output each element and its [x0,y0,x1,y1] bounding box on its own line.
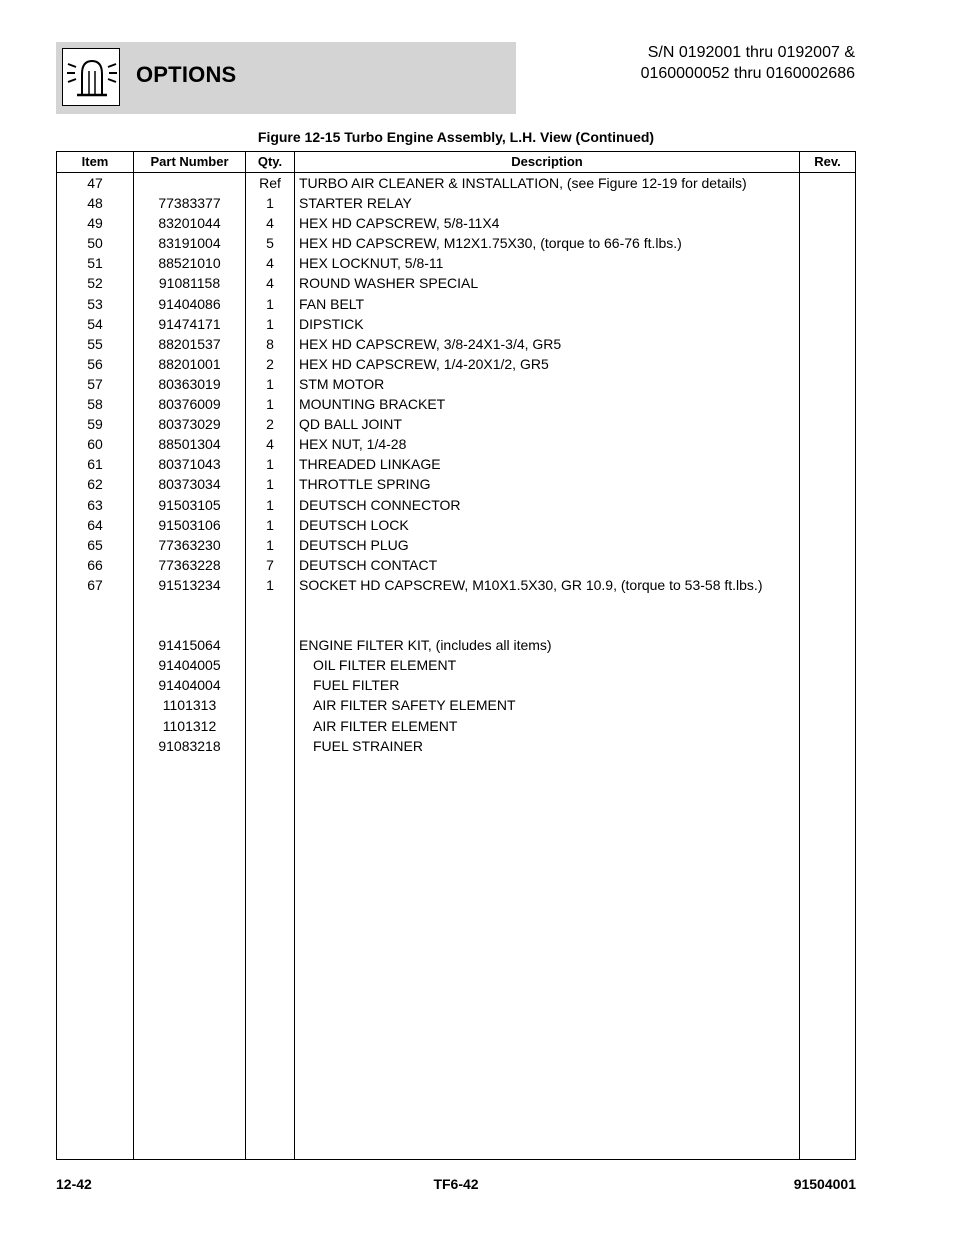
row-item-number: 54 [87,315,103,332]
row-part-number: 91503105 [158,496,221,513]
row-item-number: 50 [87,235,103,252]
table-row [57,434,855,454]
row-quantity: 4 [266,215,274,232]
row-description: THROTTLE SPRING [299,476,431,493]
row-item-number: 64 [87,516,103,533]
row-item-number: 60 [87,436,103,453]
table-row [57,555,855,575]
row-part-number: 1101313 [162,697,217,714]
row-part-number: 91415064 [158,637,221,654]
table-body [57,173,855,756]
serial-number-range [641,42,855,84]
column-header-part-number: Part Number [150,154,229,169]
row-item-number: 57 [87,375,103,392]
row-description: DEUTSCH LOCK [299,516,409,533]
row-part-number: 91083218 [158,737,221,754]
table-row [57,575,855,595]
row-description: TURBO AIR CLEANER & INSTALLATION, (see Figure 12-19 for details) [299,175,747,191]
table-row [57,193,855,213]
row-item-number: 49 [87,215,103,232]
row-quantity: 2 [266,355,274,372]
row-part-number: 91503106 [158,516,221,533]
row-part-number: 80373029 [158,416,221,433]
row-description: ENGINE FILTER KIT, (includes all items) [299,637,552,654]
table-row [57,535,855,555]
row-description: HEX LOCKNUT, 5/8-11 [299,255,444,272]
table-row [57,515,855,535]
row-quantity: 1 [266,576,274,593]
row-quantity: 7 [266,556,274,573]
row-description: DEUTSCH CONNECTOR [299,496,461,513]
row-part-number: 77363228 [158,556,221,573]
row-part-number: 77363230 [158,536,221,553]
table-row [57,233,855,253]
row-quantity: 4 [266,275,274,292]
row-quantity: 5 [266,235,274,252]
row-quantity: Ref [259,175,281,191]
row-part-number: 91081158 [158,275,221,292]
table-row [57,173,855,193]
row-part-number: 80363019 [158,375,221,392]
table-row [57,454,855,474]
table-row [57,495,855,515]
row-quantity: 2 [266,416,274,433]
table-row [57,635,855,655]
row-description: ROUND WASHER SPECIAL [299,275,479,292]
row-quantity: 1 [266,396,274,413]
row-description: SOCKET HD CAPSCREW, M10X1.5X30, GR 10.9, (torque to 53-58 ft.lbs.) [299,576,763,593]
table-row [57,213,855,233]
row-item-number: 48 [87,195,103,212]
column-header-item: Item [81,154,109,169]
row-quantity: 1 [266,195,274,212]
row-part-number: 91404005 [158,657,221,674]
table-row [57,394,855,414]
table-row [57,253,855,273]
figure-title: Figure 12-15 Turbo Engine Assembly, L.H. View (Continued) [257,129,655,145]
row-description: OIL FILTER ELEMENT [313,657,457,674]
column-header-rev: Rev. [814,154,841,169]
row-quantity: 1 [266,516,274,533]
row-description: STM MOTOR [299,375,385,392]
row-description: QD BALL JOINT [299,416,402,433]
row-quantity: 1 [266,375,274,392]
row-part-number: 88501304 [158,436,221,453]
row-part-number: 83201044 [158,215,221,232]
row-description: AIR FILTER ELEMENT [313,717,458,734]
serial-line-1: S/N 0192001 thru 0192007 & [647,44,855,61]
row-item-number: 51 [87,255,103,272]
row-part-number: 80373034 [158,476,221,493]
row-item-number: 63 [87,496,103,513]
row-part-number: 77383377 [158,195,221,212]
row-description: MOUNTING BRACKET [299,396,446,413]
table-row [57,374,855,394]
row-part-number: 91513234 [158,576,221,593]
table-row [57,736,855,756]
column-header-description: Description [511,154,583,169]
manual-number: 91504001 [793,1176,856,1192]
row-quantity: 1 [266,295,274,312]
table-row [57,595,855,615]
row-description: THREADED LINKAGE [299,456,441,473]
table-row [57,354,855,374]
row-quantity: 4 [266,436,274,453]
table-row [57,334,855,354]
row-description: STARTER RELAY [299,195,412,212]
section-title: OPTIONS [136,62,237,87]
row-quantity: 1 [266,496,274,513]
table-row [57,273,855,293]
row-item-number: 52 [87,275,103,292]
row-part-number: 80376009 [158,396,221,413]
row-item-number: 58 [87,396,103,413]
table-row [57,474,855,494]
row-description: HEX HD CAPSCREW, 1/4-20X1/2, GR5 [299,355,549,372]
row-description: HEX HD CAPSCREW, 3/8-24X1-3/4, GR5 [299,335,562,352]
parts-table [56,151,856,1160]
row-quantity: 1 [266,315,274,332]
table-row [57,615,855,635]
table-row [57,414,855,434]
row-description: FUEL STRAINER [313,737,423,754]
row-description: HEX HD CAPSCREW, M12X1.75X30, (torque to 66-76 ft.lbs.) [299,235,682,252]
row-description: AIR FILTER SAFETY ELEMENT [313,697,516,714]
row-description: HEX NUT, 1/4-28 [299,436,407,453]
row-item-number: 55 [87,335,103,352]
row-description: DIPSTICK [299,315,364,332]
row-part-number: 88521010 [158,255,221,272]
serial-line-2: 0160000052 thru 0160002686 [640,65,855,82]
row-description: FUEL FILTER [313,677,400,694]
table-row [57,695,855,715]
row-part-number: 80371043 [158,456,221,473]
row-part-number: 88201537 [158,335,221,352]
row-item-number: 67 [87,576,103,593]
row-item-number: 61 [87,456,103,473]
row-item-number: 56 [87,355,103,372]
row-quantity: 1 [266,456,274,473]
row-quantity: 1 [266,536,274,553]
row-part-number: 83191004 [158,235,221,252]
row-item-number: 62 [87,476,103,493]
row-quantity: 8 [266,335,274,352]
row-part-number: 91474171 [158,315,221,332]
row-part-number: 91404086 [158,295,221,312]
table-row [57,716,855,736]
table-row [57,294,855,314]
table-row [57,655,855,675]
page-number: 12-42 [56,1176,92,1192]
row-item-number: 66 [87,556,103,573]
row-quantity: 4 [266,255,274,272]
row-item-number: 59 [87,416,103,433]
row-item-number: 53 [87,295,103,312]
beacon-light-icon [62,48,120,106]
row-quantity: 1 [266,476,274,493]
table-row [57,675,855,695]
row-part-number: 1101312 [162,717,217,734]
column-header-qty: Qty. [257,154,283,169]
row-description: FAN BELT [299,295,365,312]
row-part-number: 91404004 [158,677,221,694]
section-code: TF6-42 [433,1176,479,1192]
row-part-number: 88201001 [158,355,221,372]
row-item-number: 47 [87,175,103,191]
row-description: HEX HD CAPSCREW, 5/8-11X4 [299,215,500,232]
header-band [56,42,516,114]
table-row [57,314,855,334]
row-item-number: 65 [87,536,103,553]
row-description: DEUTSCH PLUG [299,536,409,553]
row-description: DEUTSCH CONTACT [299,556,438,573]
